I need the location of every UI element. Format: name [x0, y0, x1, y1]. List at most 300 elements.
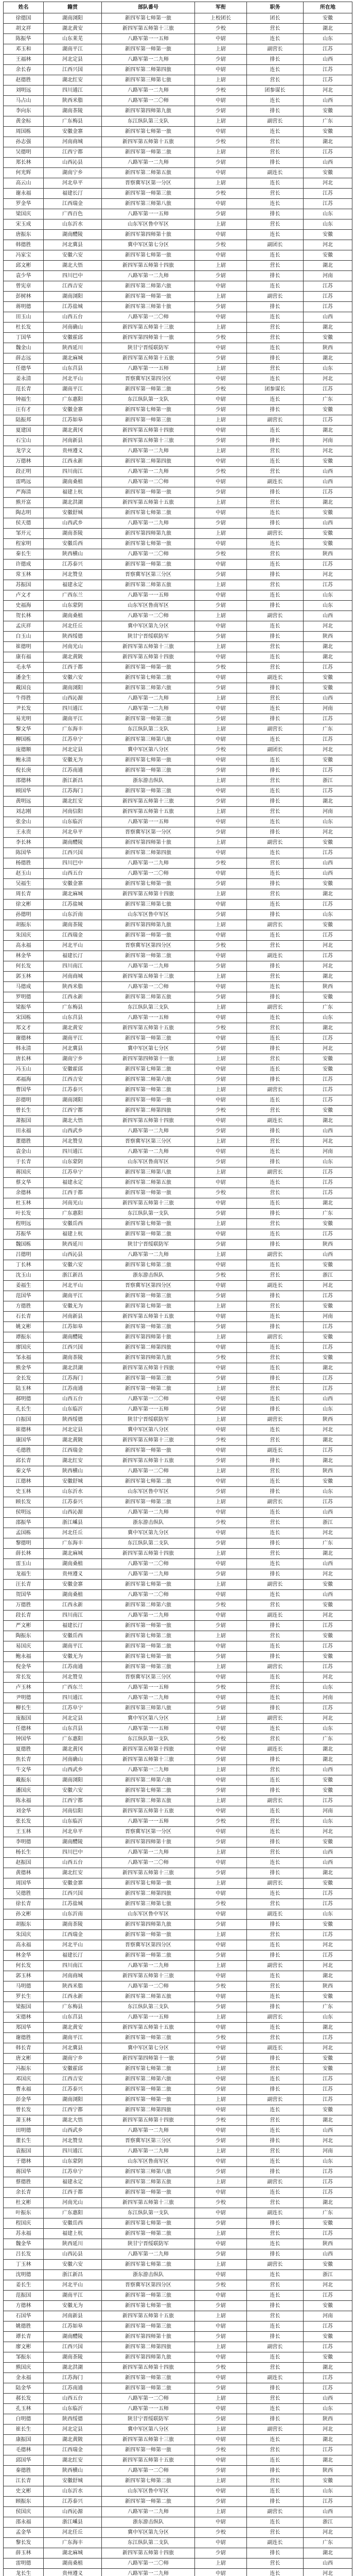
native-place-cell: 湖南浏阳 [44, 683, 102, 693]
name-cell: 潘国庆 [4, 1786, 44, 1796]
native-place-cell: 河南商城 [44, 137, 102, 147]
table-row [4, 1631, 352, 1641]
location-cell: 江苏 [304, 384, 352, 395]
table-row [4, 1415, 352, 1425]
unit-cell: 新四军第一师第一旅 [102, 44, 195, 55]
table-row [4, 1744, 352, 1755]
location-cell: 河北 [304, 1714, 352, 1724]
rank-cell: 中尉 [195, 652, 247, 663]
location-cell: 山东 [304, 1404, 352, 1415]
location-cell: 江苏 [304, 2033, 352, 2043]
table-row [4, 1734, 352, 1744]
location-cell: 湖北 [304, 426, 352, 436]
position-cell: 副营长 [247, 2095, 304, 2105]
position-cell: 副营长 [247, 1961, 304, 1971]
table-row [4, 1652, 352, 1662]
native-place-cell: 四川巴中 [44, 1848, 102, 1858]
unit-cell: 八路军第一一五师 [102, 590, 195, 601]
location-cell: 江苏 [304, 2188, 352, 2198]
name-cell: 谢永福 [4, 189, 44, 199]
position-cell: 排长 [247, 1951, 304, 1961]
location-cell: 山西 [304, 1559, 352, 1569]
native-place-cell: 山东莒县 [44, 364, 102, 374]
rank-cell: 少校 [195, 1023, 247, 1033]
table-row [4, 992, 352, 1003]
rank-cell: 少尉 [195, 992, 247, 1003]
name-cell: 尹明德 [4, 1693, 44, 1703]
name-cell: 石国华 [4, 2311, 44, 2321]
unit-cell: 新四军第一师第二旅 [102, 147, 195, 158]
name-cell: 鲍永福 [4, 1652, 44, 1662]
position-cell: 营长 [247, 1384, 304, 1394]
name-cell: 易国庆 [4, 1641, 44, 1652]
unit-cell: 新四军第七师第一旅 [102, 1219, 195, 1229]
rank-cell: 中尉 [195, 1064, 247, 1075]
native-place-cell: 福建长汀 [44, 1621, 102, 1631]
native-place-cell: 山西五台 [44, 312, 102, 323]
table-row [4, 1147, 352, 1157]
rank-cell: 少尉 [195, 1951, 247, 1961]
rank-cell: 中尉 [195, 2074, 247, 2084]
rank-cell: 上尉 [195, 1415, 247, 1425]
table-row [4, 941, 352, 951]
location-cell: 山西 [304, 1765, 352, 1775]
name-cell: 汪有才 [4, 405, 44, 415]
name-cell: 于德林 [4, 2157, 44, 2167]
name-cell: 尹长发 [4, 704, 44, 714]
rank-cell: 中尉 [195, 2291, 247, 2301]
table-row [4, 673, 352, 683]
table-row [4, 2558, 352, 2569]
position-cell: 连长 [247, 1827, 304, 1837]
native-place-cell: 广东惠阳 [44, 395, 102, 405]
unit-cell: 新四军第四师第十一旅 [102, 1054, 195, 1064]
name-cell: 程明远 [4, 1219, 44, 1229]
native-place-cell: 浙江新昌 [44, 2270, 102, 2280]
unit-cell: 新四军第五师第十四旅 [102, 652, 195, 663]
rank-cell: 中尉 [195, 127, 247, 137]
rank-cell: 中尉 [195, 1446, 247, 1456]
native-place-cell: 河南光山 [44, 2198, 102, 2208]
position-cell: 副营长 [247, 2507, 304, 2517]
location-cell: 陕西 [304, 2239, 352, 2249]
location-cell: 浙江 [304, 2270, 352, 2280]
position-cell: 连长 [247, 1477, 304, 1487]
location-cell: 湖北 [304, 1198, 352, 1209]
rank-cell: 少尉 [195, 436, 247, 446]
rank-cell: 少校 [195, 1899, 247, 1909]
location-cell: 江苏 [304, 2167, 352, 2177]
table-row [4, 199, 352, 209]
table-row [4, 1301, 352, 1312]
position-cell: 排长 [247, 1404, 304, 1415]
unit-cell: 冀中军区第七分区 [102, 2043, 195, 2054]
unit-cell: 新四军第一师第二旅 [102, 2497, 195, 2507]
rank-cell: 中尉 [195, 1178, 247, 1188]
rank-cell: 中尉 [195, 2239, 247, 2249]
native-place-cell: 福建长汀 [44, 1951, 102, 1961]
unit-cell: 八路军第一二九师 [102, 2146, 195, 2157]
name-cell: 高永福 [4, 1940, 44, 1951]
rank-cell: 少校 [195, 1518, 247, 1528]
location-cell: 河南 [304, 1147, 352, 1157]
name-cell: 萧振国 [4, 1116, 44, 1126]
location-cell: 江苏 [304, 2084, 352, 2095]
rank-cell: 少校 [195, 941, 247, 951]
table-row [4, 395, 352, 405]
native-place-cell: 湖南宁乡 [44, 1054, 102, 1064]
native-place-cell: 安徽六安 [44, 1786, 102, 1796]
native-place-cell: 广西百色 [44, 209, 102, 219]
location-cell: 山西 [304, 467, 352, 477]
position-cell: 排长 [247, 1240, 304, 1250]
name-cell: 萧玉林 [4, 2115, 44, 2126]
name-cell: 龙福生 [4, 1569, 44, 1580]
rank-cell: 上尉 [195, 2476, 247, 2486]
position-cell: 排长 [247, 405, 304, 415]
rank-cell: 上尉 [195, 219, 247, 230]
position-cell: 连长 [247, 786, 304, 796]
table-row [4, 1260, 352, 1270]
unit-cell: 新四军第一师第一旅 [102, 663, 195, 673]
unit-cell: 新四军第二师第五旅 [102, 992, 195, 1003]
name-cell: 钟福生 [4, 395, 44, 405]
rank-cell: 中尉 [195, 343, 247, 353]
position-cell: 营长 [247, 776, 304, 786]
location-cell: 广东 [304, 116, 352, 127]
location-cell: 湖北 [304, 1363, 352, 1374]
native-place-cell: 湖北黄安 [44, 1023, 102, 1033]
rank-cell: 上尉 [195, 1714, 247, 1724]
table-row [4, 1013, 352, 1023]
rank-cell: 上尉 [195, 2425, 247, 2435]
native-place-cell: 江苏海门 [44, 1374, 102, 1384]
table-row [4, 1137, 352, 1147]
rank-cell: 少校 [195, 549, 247, 560]
table-row [4, 879, 352, 889]
table-row [4, 549, 352, 560]
rank-cell: 上尉 [195, 1878, 247, 1889]
position-cell: 营长 [247, 2311, 304, 2321]
native-place-cell: 河北任丘 [44, 1528, 102, 1538]
table-row [4, 1353, 352, 1363]
column-header-native-place: 籍贯 [44, 2, 102, 13]
native-place-cell: 河南确山 [44, 1755, 102, 1765]
position-cell: 排长 [247, 766, 304, 776]
native-place-cell: 湖北大悟 [44, 261, 102, 271]
rank-cell: 少校 [195, 1683, 247, 1693]
table-row [4, 1992, 352, 2002]
rank-cell: 中尉 [195, 1033, 247, 1044]
position-cell: 连长 [247, 1672, 304, 1683]
native-place-cell: 湖北红安 [44, 796, 102, 807]
table-row [4, 333, 352, 343]
name-cell: 严海清 [4, 487, 44, 498]
table-row [4, 1497, 352, 1507]
rank-cell: 上尉 [195, 1796, 247, 1806]
position-cell: 副连长 [247, 477, 304, 487]
position-cell: 排长 [247, 1621, 304, 1631]
position-cell: 连长 [247, 2270, 304, 2280]
position-cell: 连长 [247, 2352, 304, 2363]
unit-cell: 八路军第一二〇师 [102, 982, 195, 992]
table-row [4, 2445, 352, 2455]
native-place-cell: 河北定县 [44, 1714, 102, 1724]
name-cell: 潘金生 [4, 673, 44, 683]
rank-cell: 少尉 [195, 1569, 247, 1580]
unit-cell: 冀中军区第七分区 [102, 240, 195, 250]
position-cell: 排长 [247, 683, 304, 693]
unit-cell: 八路军第一二〇师 [102, 312, 195, 323]
native-place-cell: 山西五台 [44, 2394, 102, 2404]
location-cell: 安徽 [304, 683, 352, 693]
native-place-cell: 江西兴国 [44, 1343, 102, 1353]
name-cell: 蔡文华 [4, 1178, 44, 1188]
native-place-cell: 山西武乡 [44, 518, 102, 529]
table-row [4, 2528, 352, 2538]
location-cell: 江苏 [304, 1446, 352, 1456]
position-cell: 排长 [247, 158, 304, 168]
unit-cell: 浙东游击纵队 [102, 776, 195, 786]
native-place-cell: 山西武乡 [44, 2126, 102, 2136]
rank-cell: 少尉 [195, 1755, 247, 1765]
unit-cell: 新四军第五师第十四旅 [102, 2115, 195, 2126]
rank-cell: 中尉 [195, 1559, 247, 1569]
unit-cell: 陕甘宁晋绥联防军 [102, 343, 195, 353]
rank-cell: 少校 [195, 137, 247, 147]
location-cell: 江苏 [304, 900, 352, 910]
location-cell: 安徽 [304, 2260, 352, 2270]
rank-cell: 上尉 [195, 44, 247, 55]
unit-cell: 东江纵队第二支队 [102, 2538, 195, 2548]
location-cell: 江苏 [304, 1641, 352, 1652]
column-header-rank: 军衔 [195, 2, 247, 13]
name-cell: 赵玉山 [4, 869, 44, 879]
location-cell: 浙江 [304, 1270, 352, 1281]
location-cell: 湖北 [304, 1744, 352, 1755]
table-row [4, 1951, 352, 1961]
location-cell: 河北 [304, 961, 352, 972]
table-row [4, 1714, 352, 1724]
unit-cell: 新四军第五师第十三旅 [102, 323, 195, 333]
native-place-cell: 河北平山 [44, 1940, 102, 1951]
location-cell: 安徽 [304, 1064, 352, 1075]
native-place-cell: 湖北红安 [44, 2455, 102, 2466]
name-cell: 吴福生 [4, 879, 44, 889]
location-cell: 山西 [304, 2558, 352, 2569]
position-cell: 营长 [247, 2033, 304, 2043]
rank-cell: 少尉 [195, 1621, 247, 1631]
native-place-cell: 安徽无为 [44, 2301, 102, 2311]
name-cell: 袁少华 [4, 271, 44, 281]
native-place-cell: 江苏阜宁 [44, 1167, 102, 1178]
rank-cell: 上尉 [195, 1466, 247, 1477]
rank-cell: 中尉 [195, 1095, 247, 1106]
table-row [4, 2218, 352, 2229]
name-cell: 杨德胜 [4, 858, 44, 869]
name-cell: 余德林 [4, 1188, 44, 1198]
location-cell: 山东 [304, 910, 352, 920]
unit-cell: 冀中军区第八分区 [102, 1714, 195, 1724]
position-cell: 营长 [247, 1683, 304, 1693]
name-cell: 侯国庆 [4, 2507, 44, 2517]
location-cell: 江苏 [304, 1384, 352, 1394]
name-cell: 田玉山 [4, 312, 44, 323]
location-cell: 安徽 [304, 1600, 352, 1611]
name-cell: 姚德胜 [4, 2321, 44, 2332]
unit-cell: 八路军第一二〇师 [102, 611, 195, 621]
rank-cell: 中尉 [195, 1116, 247, 1126]
location-cell: 安徽 [304, 1992, 352, 2002]
rank-cell: 少尉 [195, 2466, 247, 2476]
location-cell: 江苏 [304, 1085, 352, 1095]
table-row [4, 1456, 352, 1466]
unit-cell: 新四军第三师第八旅 [102, 735, 195, 745]
table-row [4, 2280, 352, 2291]
name-cell: 任德华 [4, 364, 44, 374]
rank-cell: 少尉 [195, 2301, 247, 2311]
table-row [4, 1848, 352, 1858]
location-cell: 安徽 [304, 1786, 352, 1796]
name-cell: 郑国华 [4, 2023, 44, 2033]
unit-cell: 新四军第五师第十五旅 [102, 2311, 195, 2321]
name-cell: 卢文才 [4, 590, 44, 601]
table-row [4, 848, 352, 858]
rank-cell: 上尉 [195, 1250, 247, 1260]
native-place-cell: 山东沂水 [44, 2486, 102, 2497]
unit-cell: 新四军第五师第十四旅 [102, 1116, 195, 1126]
unit-cell: 新四军第一师第三旅 [102, 1291, 195, 1301]
name-cell: 田明德 [4, 2126, 44, 2136]
location-cell: 河南 [304, 1693, 352, 1703]
native-place-cell: 河南新县 [44, 436, 102, 446]
unit-cell: 新四军第二师第六旅 [102, 683, 195, 693]
unit-cell: 新四军第一师第二旅 [102, 2383, 195, 2394]
table-row [4, 529, 352, 539]
name-cell: 蒋国庆 [4, 1167, 44, 1178]
name-cell: 倪金华 [4, 1662, 44, 1672]
position-cell: 营长 [247, 2558, 304, 2569]
position-cell: 营长 [247, 1848, 304, 1858]
name-cell: 朱国庆 [4, 930, 44, 941]
table-row [4, 2270, 352, 2280]
position-cell: 连长 [247, 1229, 304, 1240]
location-cell: 河南 [304, 436, 352, 446]
table-row [4, 116, 352, 127]
unit-cell: 新四军第一师第三旅 [102, 1374, 195, 1384]
position-cell: 副连长 [247, 1611, 304, 1621]
native-place-cell: 安徽舒城 [44, 1477, 102, 1487]
table-row [4, 1250, 352, 1260]
unit-cell: 新四军第七师第一旅 [102, 2301, 195, 2311]
position-cell: 副营长 [247, 1878, 304, 1889]
native-place-cell: 陕西米脂 [44, 982, 102, 992]
native-place-cell: 河北冀县 [44, 2043, 102, 2054]
native-place-cell: 河北定县 [44, 55, 102, 65]
name-cell: 薛玉林 [4, 2548, 44, 2558]
rank-cell: 少校 [195, 1353, 247, 1363]
location-cell: 河北 [304, 446, 352, 456]
unit-cell: 新四军第五师第十五旅 [102, 353, 195, 364]
rank-cell: 中尉 [195, 508, 247, 518]
table-row [4, 1786, 352, 1796]
name-cell: 白振国 [4, 1415, 44, 1425]
name-cell: 毛德林 [4, 2445, 44, 2455]
table-row [4, 1765, 352, 1775]
rank-cell: 上尉 [195, 1930, 247, 1940]
rank-cell: 少尉 [195, 1322, 247, 1332]
table-row [4, 889, 352, 900]
location-cell: 江苏 [304, 1229, 352, 1240]
name-cell: 徐文彬 [4, 900, 44, 910]
position-cell: 营长 [247, 1301, 304, 1312]
location-cell: 江苏 [304, 580, 352, 590]
table-row [4, 1435, 352, 1446]
name-cell: 赵德胜 [4, 75, 44, 86]
rank-cell: 中尉 [195, 250, 247, 261]
position-cell: 连长 [247, 2239, 304, 2249]
table-row [4, 1518, 352, 1528]
native-place-cell: 福建永定 [44, 1178, 102, 1188]
rank-cell: 中尉 [195, 65, 247, 75]
native-place-cell: 湖南宁乡 [44, 2054, 102, 2064]
position-cell: 排长 [247, 2332, 304, 2342]
native-place-cell: 湖南茶陵 [44, 1920, 102, 1930]
native-place-cell: 河北赞皇 [44, 2136, 102, 2146]
unit-cell: 东江纵队第一支队 [102, 1734, 195, 1744]
unit-cell: 新四军第一师第三旅 [102, 786, 195, 796]
location-cell: 江苏 [304, 2342, 352, 2352]
position-cell: 排长 [247, 1126, 304, 1137]
position-cell: 营长 [247, 137, 304, 147]
table-row [4, 1374, 352, 1384]
table-row [4, 1775, 352, 1786]
rank-cell: 上尉 [195, 1219, 247, 1229]
rank-cell: 少校 [195, 745, 247, 755]
native-place-cell: 四川南江 [44, 1961, 102, 1971]
name-cell: 吴德胜 [4, 1889, 44, 1899]
native-place-cell: 湖南桑植 [44, 611, 102, 621]
name-cell: 李向东 [4, 106, 44, 116]
name-cell: 徐德国 [4, 13, 44, 24]
unit-cell: 新四军第四师第九旅 [102, 2352, 195, 2363]
name-cell: 邱长青 [4, 1456, 44, 1466]
position-cell: 排长 [247, 1322, 304, 1332]
unit-cell: 新四军第七师第一旅 [102, 1652, 195, 1662]
unit-cell: 八路军第一二〇师 [102, 1466, 195, 1477]
name-cell: 崔德明 [4, 642, 44, 652]
unit-cell: 新四军第一师第二旅 [102, 1641, 195, 1652]
position-cell: 连长 [247, 456, 304, 467]
rank-cell: 上尉 [195, 972, 247, 982]
table-row [4, 1590, 352, 1600]
location-cell: 广东 [304, 724, 352, 735]
native-place-cell: 江苏海门 [44, 2373, 102, 2383]
rank-cell: 上尉 [195, 529, 247, 539]
position-cell: 连长 [247, 127, 304, 137]
native-place-cell: 陕西延川 [44, 343, 102, 353]
table-row [4, 436, 352, 446]
unit-cell: 新四军第五师第十四旅 [102, 1549, 195, 1559]
position-cell: 副团长 [247, 745, 304, 755]
table-row [4, 2136, 352, 2146]
location-cell: 江苏 [304, 2445, 352, 2455]
position-cell: 副连长 [247, 2208, 304, 2218]
unit-cell: 八路军第一二九师 [102, 1147, 195, 1157]
table-row [4, 766, 352, 776]
table-row [4, 1837, 352, 1848]
rank-cell: 上尉 [195, 2012, 247, 2023]
